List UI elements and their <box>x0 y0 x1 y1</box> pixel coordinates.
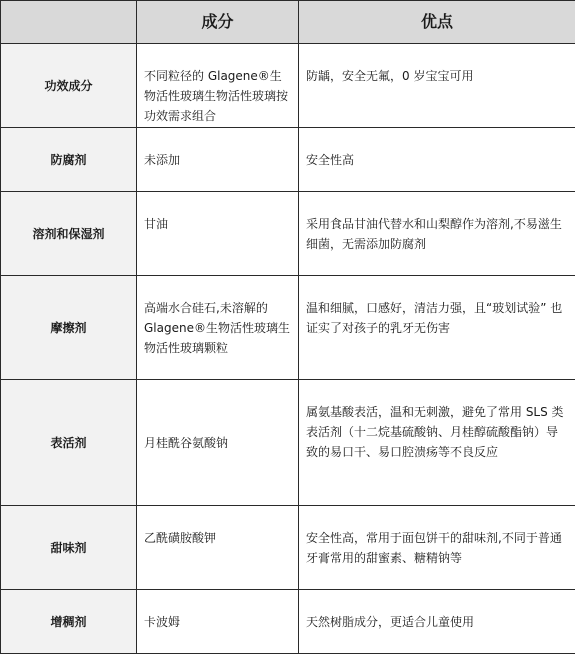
category-cell: 表活剂 <box>1 380 137 506</box>
ingredient-cell: 未添加 <box>137 128 299 192</box>
table-row <box>1 276 575 380</box>
category-cell: 增稠剂 <box>1 590 137 654</box>
header-advantage: 优点 <box>299 1 575 44</box>
advantage-cell: 防龋，安全无氟，0 岁宝宝可用 <box>299 44 575 128</box>
ingredient-cell: 高端水合硅石,未溶解的 Glagene®生物活性玻璃生物活性玻璃颗粒 <box>137 276 299 380</box>
header-ingredient: 成分 <box>137 1 299 44</box>
table-row <box>1 590 575 654</box>
advantage-cell: 安全性高，常用于面包饼干的甜味剂,不同于普通牙膏常用的甜蜜素、糖精钠等 <box>299 506 575 590</box>
ingredient-cell: 甘油 <box>137 192 299 276</box>
ingredient-cell: 卡波姆 <box>137 590 299 654</box>
table-row <box>1 380 575 506</box>
category-cell: 摩擦剂 <box>1 276 137 380</box>
advantage-cell: 天然树脂成分，更适合儿童使用 <box>299 590 575 654</box>
header-corner-cell <box>1 1 137 44</box>
advantage-cell: 属氨基酸表活，温和无刺激，避免了常用 SLS 类表活剂（十二烷基硫酸钠、月桂醇硫酸酯钠）导致的易口干、易口腔溃疡等不良反应 <box>299 380 575 506</box>
category-cell: 溶剂和保湿剂 <box>1 192 137 276</box>
advantage-cell: 采用食品甘油代替水和山梨醇作为溶剂,不易滋生细菌，无需添加防腐剂 <box>299 192 575 276</box>
category-cell: 甜味剂 <box>1 506 137 590</box>
table-row <box>1 44 575 128</box>
advantage-cell: 温和细腻，口感好，清洁力强，且“玻划试验” 也证实了对孩子的乳牙无伤害 <box>299 276 575 380</box>
ingredient-cell: 月桂酰谷氨酸钠 <box>137 380 299 506</box>
ingredient-cell: 不同粒径的 Glagene®生物活性玻璃生物活性玻璃按功效需求组合 <box>137 44 299 128</box>
ingredient-cell: 乙酰磺胺酸钾 <box>137 506 299 590</box>
advantage-cell: 安全性高 <box>299 128 575 192</box>
table-header-row <box>1 1 575 44</box>
table-row <box>1 506 575 590</box>
table-row <box>1 128 575 192</box>
category-cell: 功效成分 <box>1 44 137 128</box>
table-row <box>1 192 575 276</box>
category-cell: 防腐剂 <box>1 128 137 192</box>
